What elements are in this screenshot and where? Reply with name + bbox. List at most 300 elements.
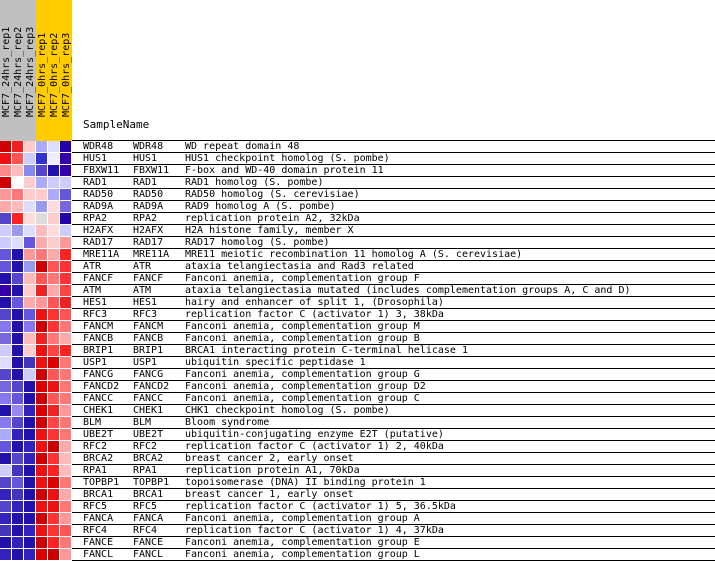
heatmap-cell bbox=[48, 177, 60, 189]
heatmap-cell bbox=[48, 381, 60, 393]
heatmap-cell bbox=[12, 465, 24, 477]
heatmap-row bbox=[0, 357, 72, 369]
heatmap-cell bbox=[60, 165, 72, 177]
gene-symbol: FANCB bbox=[133, 333, 164, 344]
gene-symbol: RFC2 bbox=[133, 441, 158, 452]
heatmap-row bbox=[0, 297, 72, 309]
gene-symbol: BLM bbox=[133, 417, 152, 428]
heatmap-cell bbox=[12, 309, 24, 321]
heatmap-cell bbox=[48, 549, 60, 561]
heatmap-row bbox=[0, 273, 72, 285]
heatmap-cell bbox=[24, 369, 36, 381]
gene-symbol: FANCE bbox=[133, 537, 164, 548]
heatmap-cell bbox=[24, 525, 36, 537]
heatmap-cell bbox=[0, 297, 12, 309]
heatmap-row bbox=[0, 405, 72, 417]
heatmap-cell bbox=[60, 273, 72, 285]
heatmap-cell bbox=[36, 273, 48, 285]
heatmap-cell bbox=[48, 249, 60, 261]
heatmap-row bbox=[0, 477, 72, 489]
heatmap-cell bbox=[48, 453, 60, 465]
heatmap-row bbox=[0, 345, 72, 357]
table-row bbox=[72, 453, 715, 465]
table-row bbox=[72, 441, 715, 453]
gene-description: replication factor C (activator 1) 4, 37kDa bbox=[185, 525, 444, 536]
heatmap-cell bbox=[60, 333, 72, 345]
heatmap-cell bbox=[0, 345, 12, 357]
gene-id: ATR bbox=[83, 261, 102, 272]
column-header: MCF7_0hrs_rep3 bbox=[60, 0, 72, 141]
heatmap-cell bbox=[36, 549, 48, 561]
gene-description: ubiquitin specific peptidase 1 bbox=[185, 357, 366, 368]
gene-symbol: WDR48 bbox=[133, 141, 164, 152]
heatmap-cell bbox=[0, 249, 12, 261]
heatmap-cell bbox=[0, 309, 12, 321]
heatmap-cell bbox=[24, 237, 36, 249]
heatmap-row bbox=[0, 153, 72, 165]
gene-description: breast cancer 1, early onset bbox=[185, 489, 354, 500]
gene-id: RFC3 bbox=[83, 309, 108, 320]
heatmap-row bbox=[0, 309, 72, 321]
gene-id: RAD50 bbox=[83, 189, 114, 200]
gene-symbol: TOPBP1 bbox=[133, 477, 170, 488]
column-header: MCF7_0hrs_rep2 bbox=[48, 0, 60, 141]
gene-label-table bbox=[72, 141, 715, 561]
heatmap-cell bbox=[36, 153, 48, 165]
column-header: MCF7_24hrs_rep2 bbox=[12, 0, 24, 141]
table-row bbox=[72, 501, 715, 513]
heatmap-cell bbox=[0, 441, 12, 453]
table-row bbox=[72, 141, 715, 153]
heatmap-cell bbox=[48, 225, 60, 237]
heatmap-cell bbox=[36, 357, 48, 369]
heatmap-row bbox=[0, 237, 72, 249]
gene-symbol: RAD9A bbox=[133, 201, 164, 212]
table-row bbox=[72, 465, 715, 477]
gene-description: replication factor C (activator 1) 2, 40kDa bbox=[185, 441, 444, 452]
gene-description: ataxia telangiectasia mutated (includes complementation groups A, C and D) bbox=[185, 285, 631, 296]
gene-symbol: BRCA2 bbox=[133, 453, 164, 464]
heatmap-cell bbox=[12, 501, 24, 513]
gene-description: Fanconi anemia, complementation group M bbox=[185, 321, 420, 332]
heatmap-row bbox=[0, 189, 72, 201]
heatmap-cell bbox=[12, 417, 24, 429]
heatmap-cell bbox=[12, 321, 24, 333]
heatmap-cell bbox=[36, 345, 48, 357]
gene-id: FANCA bbox=[83, 513, 114, 524]
heatmap-cell bbox=[24, 417, 36, 429]
gene-id: RPA2 bbox=[83, 213, 108, 224]
table-row bbox=[72, 513, 715, 525]
heatmap-cell bbox=[0, 201, 12, 213]
heatmap-cell bbox=[48, 189, 60, 201]
heatmap-cell bbox=[24, 537, 36, 549]
table-row bbox=[72, 369, 715, 381]
gene-description: Fanconi anemia, complementation group A bbox=[185, 513, 420, 524]
heatmap-cell bbox=[24, 429, 36, 441]
heatmap-cell bbox=[12, 297, 24, 309]
heatmap-cell bbox=[48, 153, 60, 165]
heatmap-cell bbox=[36, 165, 48, 177]
heatmap-cell bbox=[36, 513, 48, 525]
heatmap-cell bbox=[24, 285, 36, 297]
table-row bbox=[72, 417, 715, 429]
table-row bbox=[72, 477, 715, 489]
heatmap-cell bbox=[48, 321, 60, 333]
heatmap-cell bbox=[48, 465, 60, 477]
gene-id: H2AFX bbox=[83, 225, 114, 236]
heatmap-cell bbox=[48, 405, 60, 417]
gene-description: topoisomerase (DNA) II binding protein 1 bbox=[185, 477, 426, 488]
heatmap-cell bbox=[12, 273, 24, 285]
heatmap-cell bbox=[0, 417, 12, 429]
gene-symbol: FANCG bbox=[133, 369, 164, 380]
gene-description: RAD9 homolog A (S. pombe) bbox=[185, 201, 336, 212]
gene-symbol: MRE11A bbox=[133, 249, 170, 260]
heatmap-row bbox=[0, 321, 72, 333]
heatmap-cell bbox=[60, 489, 72, 501]
table-row bbox=[72, 321, 715, 333]
heatmap-cell bbox=[48, 285, 60, 297]
gene-id: RAD1 bbox=[83, 177, 108, 188]
table-row bbox=[72, 201, 715, 213]
gene-symbol: FANCM bbox=[133, 321, 164, 332]
heatmap-row bbox=[0, 513, 72, 525]
gene-symbol: USP1 bbox=[133, 357, 158, 368]
gene-symbol: FANCA bbox=[133, 513, 164, 524]
table-row bbox=[72, 357, 715, 369]
gene-description: replication protein A2, 32kDa bbox=[185, 213, 360, 224]
gene-description: WD repeat domain 48 bbox=[185, 141, 300, 152]
heatmap-cell bbox=[0, 405, 12, 417]
heatmap-row bbox=[0, 333, 72, 345]
gene-description: HUS1 checkpoint homolog (S. pombe) bbox=[185, 153, 390, 164]
heatmap-cell bbox=[48, 357, 60, 369]
gene-id: BRCA1 bbox=[83, 489, 114, 500]
gene-symbol: BRIP1 bbox=[133, 345, 164, 356]
heatmap-cell bbox=[24, 513, 36, 525]
column-header: MCF7_24hrs_rep1 bbox=[0, 0, 12, 141]
heatmap-cell bbox=[0, 369, 12, 381]
heatmap-cell bbox=[24, 141, 36, 153]
heatmap-cell bbox=[12, 513, 24, 525]
heatmap-cell bbox=[24, 213, 36, 225]
heatmap-cell bbox=[12, 201, 24, 213]
heatmap-cell bbox=[60, 177, 72, 189]
gene-description: F-box and WD-40 domain protein 11 bbox=[185, 165, 384, 176]
sample-name-label: SampleName bbox=[83, 118, 150, 131]
table-row bbox=[72, 333, 715, 345]
heatmap-cell bbox=[0, 489, 12, 501]
heatmap-cell bbox=[60, 381, 72, 393]
heatmap-cell bbox=[0, 321, 12, 333]
gene-symbol: FBXW11 bbox=[133, 165, 170, 176]
heatmap-cell bbox=[36, 381, 48, 393]
heatmap-cell bbox=[24, 381, 36, 393]
heatmap-cell bbox=[0, 189, 12, 201]
gene-description: Bloom syndrome bbox=[185, 417, 270, 428]
gene-description: Fanconi anemia, complementation group F bbox=[185, 273, 420, 284]
table-row bbox=[72, 309, 715, 321]
heatmap-cell bbox=[12, 405, 24, 417]
heatmap-cell bbox=[12, 261, 24, 273]
heatmap-cell bbox=[0, 225, 12, 237]
heatmap-cell bbox=[12, 453, 24, 465]
heatmap-cell bbox=[12, 165, 24, 177]
heatmap-cell bbox=[0, 357, 12, 369]
heatmap-cell bbox=[60, 441, 72, 453]
heatmap-row bbox=[0, 249, 72, 261]
table-row bbox=[72, 165, 715, 177]
heatmap-cell bbox=[60, 465, 72, 477]
table-row bbox=[72, 405, 715, 417]
heatmap-cell bbox=[12, 189, 24, 201]
heatmap-cell bbox=[60, 429, 72, 441]
heatmap-header bbox=[0, 0, 715, 141]
heatmap-cell bbox=[48, 441, 60, 453]
heatmap-cell bbox=[12, 393, 24, 405]
gene-id: RAD17 bbox=[83, 237, 114, 248]
heatmap-row bbox=[0, 429, 72, 441]
gene-description: ataxia telangiectasia and Rad3 related bbox=[185, 261, 414, 272]
table-row bbox=[72, 489, 715, 501]
heatmap-row bbox=[0, 261, 72, 273]
heatmap-cell bbox=[36, 369, 48, 381]
heatmap-cell bbox=[12, 525, 24, 537]
heatmap-grid bbox=[0, 141, 72, 561]
heatmap-row bbox=[0, 537, 72, 549]
heatmap-cell bbox=[24, 261, 36, 273]
heatmap-row bbox=[0, 177, 72, 189]
heatmap-cell bbox=[24, 333, 36, 345]
heatmap-row bbox=[0, 369, 72, 381]
gene-symbol: RPA1 bbox=[133, 465, 158, 476]
heatmap-cell bbox=[24, 225, 36, 237]
heatmap-cell bbox=[36, 465, 48, 477]
gene-id: CHEK1 bbox=[83, 405, 114, 416]
heatmap-cell bbox=[36, 405, 48, 417]
gene-symbol: RPA2 bbox=[133, 213, 158, 224]
heatmap-cell bbox=[0, 477, 12, 489]
heatmap-cell bbox=[12, 477, 24, 489]
heatmap-cell bbox=[0, 141, 12, 153]
gene-id: BRCA2 bbox=[83, 453, 114, 464]
heatmap-row bbox=[0, 489, 72, 501]
gene-id: WDR48 bbox=[83, 141, 114, 152]
heatmap-cell bbox=[48, 213, 60, 225]
heatmap-cell bbox=[36, 453, 48, 465]
table-row bbox=[72, 237, 715, 249]
table-row bbox=[72, 213, 715, 225]
heatmap-cell bbox=[36, 489, 48, 501]
heatmap-row bbox=[0, 141, 72, 153]
gene-id: FANCD2 bbox=[83, 381, 120, 392]
heatmap-cell bbox=[24, 453, 36, 465]
gene-description: replication factor C (activator 1) 5, 36.5kDa bbox=[185, 501, 456, 512]
table-row bbox=[72, 429, 715, 441]
heatmap-cell bbox=[0, 213, 12, 225]
heatmap-cell bbox=[48, 201, 60, 213]
table-row bbox=[72, 537, 715, 549]
heatmap-cell bbox=[60, 393, 72, 405]
heatmap-cell bbox=[0, 237, 12, 249]
heatmap-cell bbox=[60, 477, 72, 489]
heatmap-cell bbox=[36, 525, 48, 537]
gene-description: CHK1 checkpoint homolog (S. pombe) bbox=[185, 405, 390, 416]
gene-symbol: FANCD2 bbox=[133, 381, 170, 392]
heatmap-cell bbox=[60, 201, 72, 213]
heatmap-cell bbox=[24, 489, 36, 501]
gene-symbol: RFC5 bbox=[133, 501, 158, 512]
heatmap-cell bbox=[12, 537, 24, 549]
gene-id: RPA1 bbox=[83, 465, 108, 476]
heatmap-cell bbox=[48, 513, 60, 525]
heatmap-cell bbox=[12, 441, 24, 453]
heatmap-cell bbox=[36, 321, 48, 333]
heatmap-cell bbox=[24, 549, 36, 561]
table-row bbox=[72, 297, 715, 309]
heatmap-row bbox=[0, 417, 72, 429]
heatmap-cell bbox=[0, 525, 12, 537]
heatmap-cell bbox=[48, 141, 60, 153]
gene-description: Fanconi anemia, complementation group E bbox=[185, 537, 420, 548]
heatmap-cell bbox=[0, 165, 12, 177]
heatmap-cell bbox=[24, 153, 36, 165]
heatmap-cell bbox=[12, 381, 24, 393]
gene-description: RAD17 homolog (S. pombe) bbox=[185, 237, 330, 248]
table-row bbox=[72, 393, 715, 405]
heatmap-row bbox=[0, 285, 72, 297]
gene-id: FANCB bbox=[83, 333, 114, 344]
heatmap-cell bbox=[12, 177, 24, 189]
gene-id: FANCM bbox=[83, 321, 114, 332]
heatmap-cell bbox=[60, 189, 72, 201]
heatmap-cell bbox=[60, 309, 72, 321]
heatmap-cell bbox=[24, 501, 36, 513]
heatmap-cell bbox=[36, 501, 48, 513]
gene-description: ubiquitin-conjugating enzyme E2T (putative) bbox=[185, 429, 444, 440]
heatmap-cell bbox=[36, 417, 48, 429]
heatmap-cell bbox=[24, 405, 36, 417]
gene-symbol: FANCF bbox=[133, 273, 164, 284]
heatmap-row bbox=[0, 393, 72, 405]
heatmap-cell bbox=[60, 357, 72, 369]
heatmap-row bbox=[0, 225, 72, 237]
heatmap-cell bbox=[36, 477, 48, 489]
heatmap-cell bbox=[24, 201, 36, 213]
gene-id: MRE11A bbox=[83, 249, 120, 260]
heatmap-cell bbox=[60, 153, 72, 165]
heatmap-cell bbox=[24, 465, 36, 477]
heatmap-cell bbox=[36, 333, 48, 345]
heatmap-cell bbox=[0, 429, 12, 441]
heatmap-cell bbox=[36, 393, 48, 405]
heatmap-cell bbox=[24, 393, 36, 405]
heatmap-cell bbox=[60, 213, 72, 225]
gene-id: HES1 bbox=[83, 297, 108, 308]
gene-id: BLM bbox=[83, 417, 102, 428]
heatmap-cell bbox=[0, 549, 12, 561]
heatmap-cell bbox=[0, 381, 12, 393]
gene-description: MRE11 meiotic recombination 11 homolog A (S. cerevisiae) bbox=[185, 249, 523, 260]
heatmap-cell bbox=[0, 261, 12, 273]
heatmap-cell bbox=[36, 225, 48, 237]
gene-id: FANCF bbox=[83, 273, 114, 284]
table-row bbox=[72, 381, 715, 393]
gene-description: Fanconi anemia, complementation group D2 bbox=[185, 381, 426, 392]
gene-symbol: HES1 bbox=[133, 297, 158, 308]
heatmap-cell bbox=[36, 189, 48, 201]
heatmap-cell bbox=[12, 489, 24, 501]
heatmap-cell bbox=[0, 177, 12, 189]
heatmap-cell bbox=[60, 285, 72, 297]
gene-symbol: CHEK1 bbox=[133, 405, 164, 416]
heatmap-cell bbox=[60, 345, 72, 357]
heatmap-cell bbox=[12, 333, 24, 345]
heatmap-cell bbox=[36, 297, 48, 309]
table-row bbox=[72, 285, 715, 297]
table-row bbox=[72, 273, 715, 285]
gene-symbol: RFC4 bbox=[133, 525, 158, 536]
heatmap-cell bbox=[24, 165, 36, 177]
table-row bbox=[72, 249, 715, 261]
heatmap-cell bbox=[0, 465, 12, 477]
heatmap-cell bbox=[48, 273, 60, 285]
heatmap-row bbox=[0, 549, 72, 561]
heatmap-row bbox=[0, 165, 72, 177]
table-row bbox=[72, 261, 715, 273]
gene-symbol: H2AFX bbox=[133, 225, 164, 236]
heatmap-cell bbox=[60, 549, 72, 561]
heatmap-cell bbox=[36, 201, 48, 213]
gene-id: HUS1 bbox=[83, 153, 108, 164]
heatmap-cell bbox=[48, 417, 60, 429]
table-row bbox=[72, 153, 715, 165]
heatmap-cell bbox=[48, 345, 60, 357]
heatmap-row bbox=[0, 525, 72, 537]
gene-description: replication protein A1, 70kDa bbox=[185, 465, 360, 476]
gene-symbol: ATR bbox=[133, 261, 152, 272]
gene-description: Fanconi anemia, complementation group C bbox=[185, 393, 420, 404]
heatmap-cell bbox=[24, 273, 36, 285]
gene-description: breast cancer 2, early onset bbox=[185, 453, 354, 464]
heatmap-cell bbox=[60, 537, 72, 549]
heatmap-cell bbox=[48, 333, 60, 345]
gene-id: FANCE bbox=[83, 537, 114, 548]
heatmap-cell bbox=[48, 165, 60, 177]
heatmap-cell bbox=[24, 357, 36, 369]
table-row bbox=[72, 549, 715, 561]
gene-description: hairy and enhancer of split 1, (Drosophila) bbox=[185, 297, 444, 308]
heatmap-cell bbox=[48, 297, 60, 309]
heatmap-cell bbox=[48, 489, 60, 501]
heatmap-cell bbox=[48, 369, 60, 381]
gene-symbol: HUS1 bbox=[133, 153, 158, 164]
heatmap-cell bbox=[60, 501, 72, 513]
heatmap-cell bbox=[12, 345, 24, 357]
heatmap-cell bbox=[36, 213, 48, 225]
heatmap-cell bbox=[12, 213, 24, 225]
heatmap-cell bbox=[24, 345, 36, 357]
heatmap-cell bbox=[36, 141, 48, 153]
gene-id: RFC2 bbox=[83, 441, 108, 452]
heatmap-cell bbox=[36, 249, 48, 261]
heatmap-cell bbox=[24, 249, 36, 261]
gene-symbol: FANCC bbox=[133, 393, 164, 404]
gene-symbol: RAD1 bbox=[133, 177, 158, 188]
heatmap-cell bbox=[60, 225, 72, 237]
table-row bbox=[72, 177, 715, 189]
